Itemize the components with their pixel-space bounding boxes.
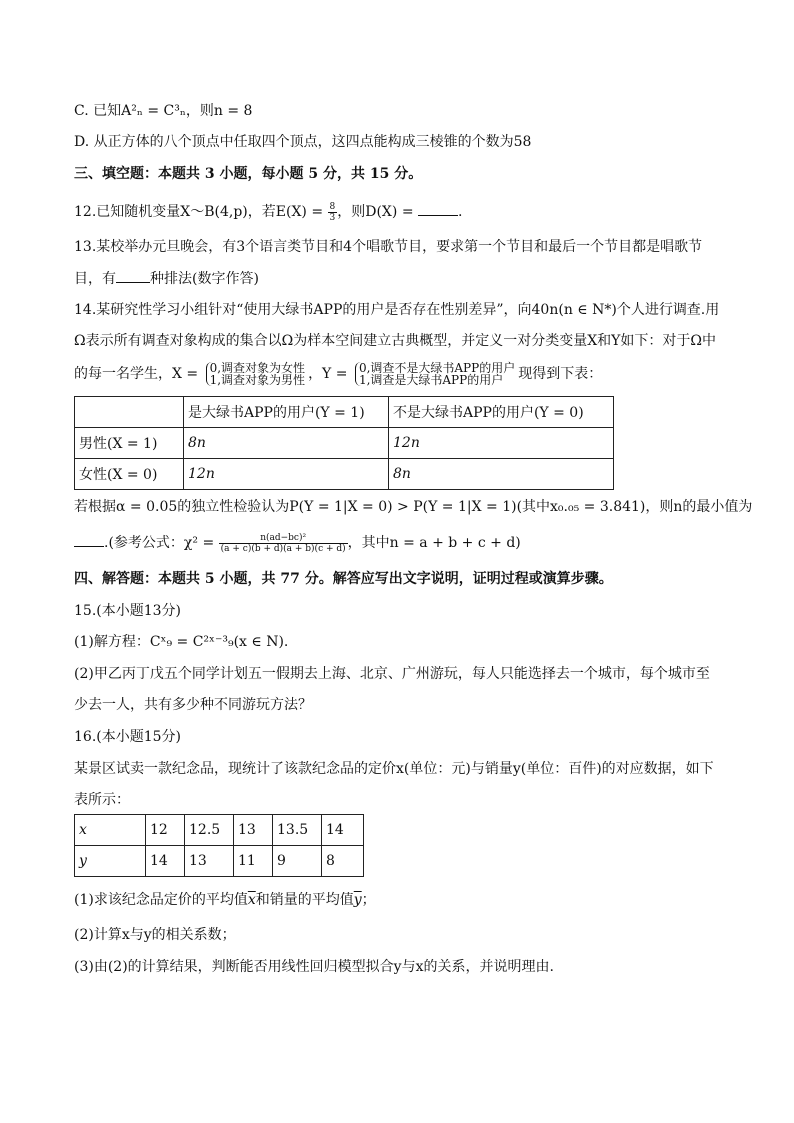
table-cell: 9 bbox=[273, 846, 322, 877]
q15-part-2-line-2: 少去一人，共有多少种不同游玩方法？ bbox=[74, 697, 312, 713]
q16-part-3: (3)由(2)的计算结果，判断能否用线性回归模型拟合y与x的关系，并说明理由. bbox=[74, 959, 554, 975]
q12-frac-den: 3 bbox=[329, 212, 336, 223]
q16-intro-1: 某景区试卖一款纪念品，现统计了该款纪念品的定价x(单位：元)与销量y(单位：百件)的对应数据，如下 bbox=[74, 761, 714, 777]
q13-answer-blank[interactable] bbox=[116, 268, 150, 283]
table-cell: 13 bbox=[234, 815, 273, 846]
x-case-1: 1,调查对象为男性 bbox=[209, 373, 306, 387]
table-cell: 14 bbox=[146, 846, 185, 877]
question-12 bbox=[74, 201, 462, 223]
q16-p1-text-a: (1)求该纪念品定价的平均值 bbox=[74, 892, 248, 908]
q12-text-b: ，则D(X) = bbox=[337, 204, 418, 220]
table-cell: x bbox=[75, 815, 146, 846]
table-cell: 13.5 bbox=[273, 815, 322, 846]
q13-text-a: 目，有 bbox=[74, 271, 116, 287]
q14-line-2: Ω表示所有调查对象构成的集合以Ω为样本空间建立古典概型，并定义一对分类变量X和Y如下：对于Ω中 bbox=[74, 333, 717, 349]
q16-p1-text-b: 和销量的平均值 bbox=[255, 892, 354, 908]
section-4-heading: 四、解答题：本题共 5 小题，共 77 分。解答应写出文字说明，证明过程或演算步骤。 bbox=[74, 571, 613, 587]
q16-part-2: (2)计算x与y的相关系数； bbox=[74, 927, 236, 943]
q14-table bbox=[74, 396, 614, 490]
table-cell bbox=[75, 397, 184, 428]
table-cell: 是大绿书APP的用户(Y = 1) bbox=[184, 397, 389, 428]
q15-part-1: (1)解方程：Cˣ₉ = C²ˣ⁻³₉(x ∈ N). bbox=[74, 634, 289, 650]
table-cell: 8 bbox=[322, 846, 364, 877]
q14-line-3 bbox=[74, 360, 602, 388]
table-row bbox=[75, 397, 614, 428]
table-cell: 女性(X = 0) bbox=[75, 459, 184, 490]
x-case-0: 0,调查对象为女性 bbox=[209, 361, 306, 375]
q16-table bbox=[74, 814, 364, 877]
q16-p1-text-c: ； bbox=[361, 892, 376, 908]
x-piecewise bbox=[206, 362, 305, 386]
q12-text-a: 12.已知随机变量X～B(4,p)，若E(X) = bbox=[74, 204, 328, 220]
table-cell: 14 bbox=[322, 815, 364, 846]
q14-line-4: 若根据α = 0.05的独立性检验认为P(Y = 1|X = 0) > P(Y = 1|X = 1)(其中x₀.₀₅ = 3.841)，则n的最小值为 bbox=[74, 499, 753, 515]
formula-denominator: (a + c)(b + d)(a + b)(c + d) bbox=[220, 543, 346, 554]
y-case-1: 1,调查是大绿书APP的用户 bbox=[358, 373, 504, 387]
q12-text-c: . bbox=[458, 204, 463, 220]
q14-text-b: ，Y = bbox=[308, 366, 352, 382]
table-cell: 12.5 bbox=[185, 815, 234, 846]
q14-text-5b: ，其中n = a + b + c + d) bbox=[347, 535, 521, 551]
q14-text-c: 现得到下表： bbox=[518, 366, 603, 382]
q13-line-1: 13.某校举办元旦晚会，有3个语言类节目和4个唱歌节目，要求第一个节目和最后一个节目都是唱歌节 bbox=[74, 239, 703, 255]
table-cell: y bbox=[75, 846, 146, 877]
q12-answer-blank[interactable] bbox=[418, 201, 458, 216]
table-cell: 男性(X = 1) bbox=[75, 428, 184, 459]
table-row bbox=[75, 459, 614, 490]
q13-line-2 bbox=[74, 268, 259, 289]
table-cell: 不是大绿书APP的用户(Y = 0) bbox=[389, 397, 614, 428]
table-cell: 11 bbox=[234, 846, 273, 877]
q16-part-1 bbox=[74, 890, 376, 910]
table-cell: 12n bbox=[389, 428, 614, 459]
table-cell: 13 bbox=[185, 846, 234, 877]
x-mean-symbol: $\overline{x}$ bbox=[247, 892, 256, 908]
formula-numerator: n(ad−bc)² bbox=[219, 533, 348, 544]
q12-frac-num: 8 bbox=[329, 201, 336, 212]
chi-square-formula bbox=[219, 533, 348, 554]
y-piecewise bbox=[355, 362, 515, 386]
option-c: C. 已知A²ₙ = C³ₙ，则n = 8 bbox=[74, 103, 253, 119]
q13-text-b: 种排法(数字作答) bbox=[150, 271, 259, 287]
y-case-0: 0,调查不是大绿书APP的用户 bbox=[358, 361, 516, 375]
table-cell: 8n bbox=[184, 428, 389, 459]
table-cell: 8n bbox=[389, 459, 614, 490]
q14-line-1: 14.某研究性学习小组针对“使用大绿书APP的用户是否存在性别差异”，向40n(n ∈ N*)个人进行调查.用 bbox=[74, 302, 720, 318]
q16-intro-2: 表所示： bbox=[74, 792, 130, 808]
q14-text-5a: .(参考公式：χ² = bbox=[104, 535, 219, 551]
section-3-heading: 三、填空题：本题共 3 小题，每小题 5 分，共 15 分。 bbox=[74, 166, 423, 182]
q14-line-5 bbox=[74, 532, 521, 554]
q14-text-a: 的每一名学生，X = bbox=[74, 366, 203, 382]
table-row bbox=[75, 428, 614, 459]
y-mean-symbol: $\overline{y}$ bbox=[353, 892, 362, 908]
option-d: D. 从正方体的八个顶点中任取四个顶点，这四点能构成三棱锥的个数为58 bbox=[74, 134, 532, 150]
table-cell: 12n bbox=[184, 459, 389, 490]
q15-title: 15.(本小题13分) bbox=[74, 603, 182, 619]
q12-fraction bbox=[328, 202, 338, 223]
table-cell: 12 bbox=[146, 815, 185, 846]
table-row bbox=[75, 815, 364, 846]
q16-title: 16.(本小题15分) bbox=[74, 729, 182, 745]
table-row bbox=[75, 846, 364, 877]
q14-answer-blank[interactable] bbox=[74, 532, 104, 547]
q15-part-2-line-1: (2)甲乙丙丁戊五个同学计划五一假期去上海、北京、广州游玩，每人只能选择去一个城市，每个城市至 bbox=[74, 666, 710, 682]
